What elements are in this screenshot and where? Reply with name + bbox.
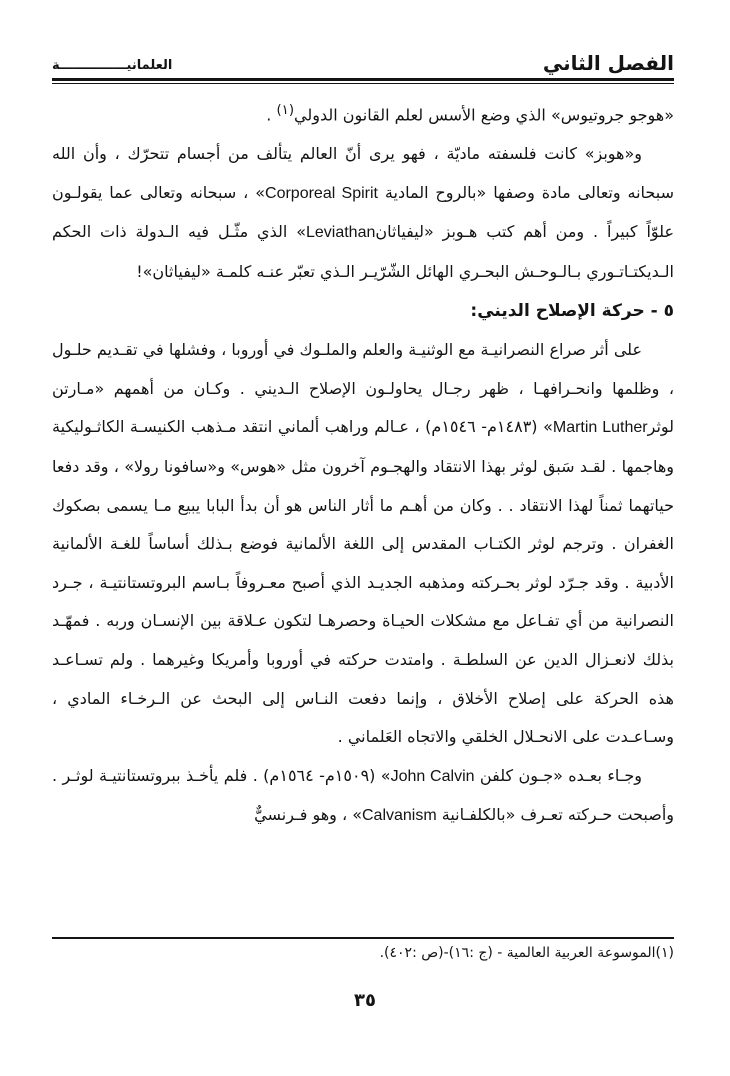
- paragraph-text: و«هوبز» كانت فلسفته ماديّة ، فهو يرى أنّ العالم يتألف من أجسام تتحرّك ، وأن الله سبحانه وتعالى مادة وصفها «بالروح المادية: [52, 143, 674, 202]
- latin-term: Calvanism: [362, 807, 437, 825]
- section-heading: ٥ - حركة الإصلاح الديني:: [470, 301, 674, 322]
- paragraph-text: » ، سبحانه وتعالى عما يقولـون علوّاً كبيراً . ومن أهم كتب هـوبز «ليفياثان: [52, 182, 674, 242]
- latin-term: Martin Luther: [552, 419, 648, 437]
- paragraph-text: «هوجو جروتيوس» الذي وضع الأسس لعلم القانون الدولي: [294, 105, 674, 125]
- latin-term: Leviathan: [305, 224, 376, 242]
- page-number: ٣٥: [354, 990, 376, 1011]
- footnote-ref: (١): [276, 103, 295, 118]
- paragraph-reformation: [52, 331, 674, 757]
- paragraph-text: » (١٤٨٣م- ١٥٤٦م) ، عـالم وراهب ألماني انتقد مـذهب الكنيسـة الكاثـوليكية وهاجمها . لقـد سَبق لوثر بهذا الانتقاد والهجـوم آخرون مثل «هوس» و«سافونا رولا» ، وقد دفعا حياتهما ثمناً لهذا الانتقاد . . وكان من أهـم ما أثار الناس هو أن بدأ البابا يبيع مـا يسمى بصكوك الغفران . وترجم لوثر الكتـاب المقدس إلى اللغة الألمانية فوضع بـذلك أساساً للغـة الألمانية الأدبية . وقد جـرّد لوثر بحـركته ومذهبه الجديـد الذي أصبح معـروفاً بـاسم البروتستانتيـة ، جـرد النصرانية من أي تفـاعل مع مشكلات الحيـاة وحصرهـا لتكون عـلاقة بين الإنسـان وربه . فمهّـد بذلك لانعـزال الدين عن السلطـة . وامتدت حركته في أوروبا وأمريكا وغيرهما . ولم تسـاعـد هذه الحركة على إصلاح الأخلاق ، وإنما دفعت النـاس إلى البحث عن الـرخـاء المادي ، وسـاعـدت على الانحـلال الخلقي والاتجاه العَلماني .: [52, 417, 674, 747]
- paragraph-text: » (١٥٠٩م- ١٥٦٤م) . فلم يأخـذ ببروتستانتيـة لوثـر . وأصبحت حـركته تعـرف «بالكلفـانية: [52, 765, 674, 825]
- footnote: (١)الموسوعة العربية العالمية - (ج :١٦)-(ص :٤٠٢).: [379, 945, 674, 961]
- section-title: العلمانيـــــــــــــــة: [52, 58, 173, 73]
- latin-term: John Calvin: [390, 767, 475, 785]
- paragraph-text: » ، وهو فـرنسيٌّ: [254, 805, 362, 825]
- paragraph-calvin: [52, 757, 674, 836]
- header-rule-thick: [52, 78, 674, 81]
- paragraph-grotius: [52, 92, 674, 135]
- paragraph-text: على أثر صراع النصرانيـة مع الوثنيـة والعلم والملـوك في أوروبا ، وفشلها في تقـديم حلـول ، وظلمها وانحـرافهـا ، ظهر رجـال يحاولـون الإصلاح الـديني . وكـان من أهمهم «مـارتن لوثر: [52, 340, 675, 437]
- chapter-title: الفصل الثاني: [542, 51, 674, 75]
- running-header: [52, 40, 674, 76]
- paragraph-text: » الذي مثّـل فيه الـدولة ذات الحكم الـديكتـاتـوري بـالـوحـش البحـري الهائل الشّرّيـر الـذي تعبّر عنـه كلمـة «ليفياثان»!: [52, 222, 674, 281]
- header-rule-thin: [52, 83, 674, 84]
- paragraph-hobbes: [52, 135, 674, 291]
- latin-term: Corporeal Spirit: [265, 184, 378, 202]
- footnote-rule: [52, 937, 674, 939]
- paragraph-text: وجـاء بعـده «جـون كلفن: [474, 765, 643, 785]
- paragraph-text-end: .: [266, 105, 277, 125]
- body-text: [52, 92, 674, 836]
